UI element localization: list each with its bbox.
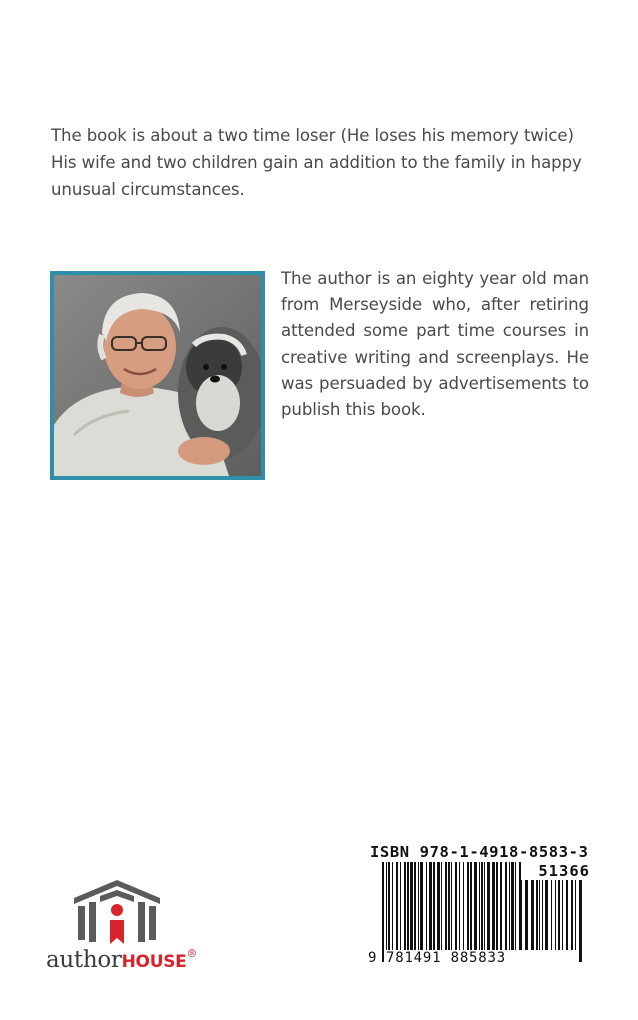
publisher-name-author: author [46, 947, 122, 973]
barcode-bar [420, 862, 423, 950]
barcode-bar [451, 862, 452, 950]
barcode-bar [407, 862, 409, 950]
barcode-bar [433, 862, 435, 950]
ean-digit-groups: 781491 885833 [386, 950, 506, 966]
barcode-bar [505, 862, 507, 950]
barcode-bar [479, 862, 480, 962]
barcode-bar [459, 862, 460, 950]
barcode-bar [392, 862, 393, 950]
house-book-icon [70, 876, 164, 948]
blurb-line: His wife and two children gain an addition to the family in happy [51, 153, 582, 172]
author-photo-illustration [54, 275, 261, 476]
barcode-bar [467, 862, 469, 950]
barcode-bar [396, 862, 398, 950]
barcode-bar [492, 862, 495, 950]
blurb-line: The book is about a two time loser (He loses his memory twice) [51, 126, 574, 145]
barcode-bar [484, 862, 485, 950]
barcode-bar [515, 862, 516, 950]
price-code: 51366 [521, 862, 590, 880]
barcode-bar [496, 862, 498, 950]
publisher-name-house: HOUSE [121, 952, 187, 972]
barcode-bar [441, 862, 442, 950]
barcode-bar [410, 862, 413, 950]
author-bio: The author is an eighty year old man from Merseyside who, after retiring attended some part time courses in creative writing and screenplays. He was persuaded by advertisements to publish this book. [281, 269, 589, 420]
barcode-bar [470, 862, 472, 950]
barcode-bar [400, 862, 401, 950]
barcode-bar [474, 862, 477, 950]
barcode-bar [487, 862, 490, 950]
blurb-line: unusual circumstances. [51, 180, 245, 199]
barcode-bar [463, 862, 464, 950]
barcode-bar [382, 862, 384, 962]
barcode-bar [509, 862, 510, 950]
barcode-bar [437, 862, 440, 950]
barcode-bar [448, 862, 450, 950]
publisher-logo-icon [70, 876, 164, 948]
barcode-bar [500, 862, 502, 950]
back-cover-blurb [51, 122, 591, 203]
barcode-bar [404, 862, 406, 950]
ean-first-digit: 9 [368, 950, 377, 966]
barcode-bar [481, 862, 483, 962]
isbn-label: ISBN 978-1-4918-8583-3 [370, 843, 589, 861]
barcode-bar [445, 862, 447, 950]
author-photo [50, 271, 265, 480]
barcode-bar [388, 862, 390, 962]
barcode-bar [426, 862, 427, 950]
publisher-logo-text [46, 947, 197, 973]
barcode-bar [455, 862, 457, 950]
barcode-bar [386, 862, 387, 962]
barcode-bar [511, 862, 514, 950]
registered-mark: ® [186, 947, 198, 960]
barcode-bar [418, 862, 419, 950]
ean-digits [368, 950, 590, 968]
barcode-bar [429, 862, 432, 950]
barcode-bar [414, 862, 416, 950]
